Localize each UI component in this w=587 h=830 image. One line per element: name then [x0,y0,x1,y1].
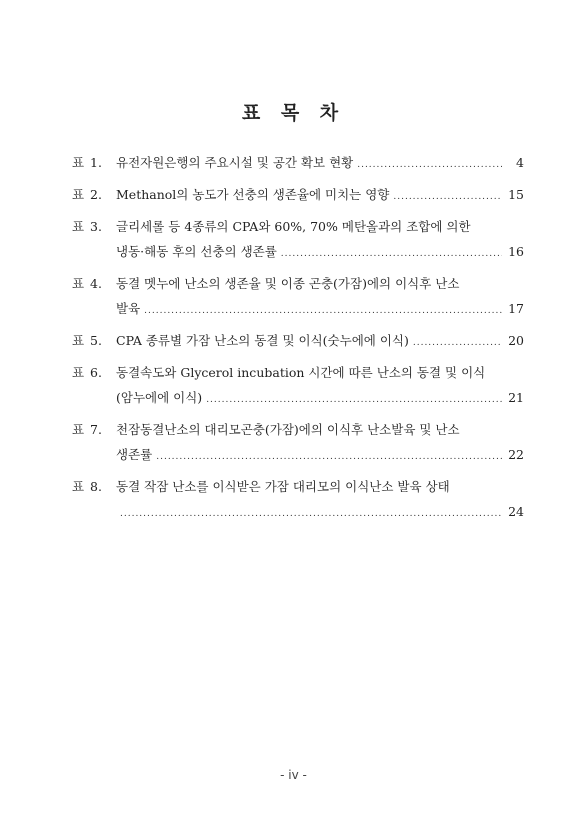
entry-title-continued: 발육 [116,301,141,316]
entry-title: 유전자원은행의 주요시설 및 공간 확보 현황 [116,155,354,170]
entry-number: 4. [90,276,102,291]
entry-prefix: 표 [72,219,85,234]
entry-title-continued: (암누에에 이식) [116,390,203,405]
toc-entry[interactable] [72,417,524,470]
entry-number: 2. [90,187,102,202]
page-number: - iv - [280,768,307,782]
dot-leader [357,153,502,178]
toc-entry[interactable] [72,214,524,267]
entry-title: 동결 작잠 난소를 이식받은 가잠 대리모의 이식난소 발육 상태 [116,479,450,494]
entry-title: Methanol의 농도가 선충의 생존율에 미치는 영향 [116,187,390,202]
entry-number: 5. [90,333,102,348]
entry-number: 1. [90,155,102,170]
entry-page: 16 [508,244,524,259]
entry-title: 동결속도와 Glycerol incubation 시간에 따른 난소의 동결 및 이식 [116,365,486,380]
toc-entry[interactable] [72,360,524,413]
toc-entry[interactable] [72,271,524,324]
toc-entry[interactable] [72,150,524,178]
entry-prefix: 표 [72,333,85,348]
entry-number: 3. [90,219,102,234]
toc-entry[interactable] [72,182,524,210]
entry-page: 24 [508,504,524,519]
toc-entry[interactable] [72,328,524,356]
entry-number: 6. [90,365,102,380]
dot-leader [206,388,502,413]
dot-leader [156,445,502,470]
entry-prefix: 표 [72,422,85,437]
entry-prefix: 표 [72,187,85,202]
dot-leader [393,185,502,210]
dot-leader [144,299,502,324]
page-title: 표 목 차 [241,102,346,124]
entry-prefix: 표 [72,276,85,291]
entry-title-continued: 생존률 [116,447,153,462]
entry-title: 천잠동결난소의 대리모곤충(가잠)에의 이식후 난소발육 및 난소 [116,422,460,437]
dot-leader [120,502,502,527]
entry-page: 15 [508,187,524,202]
entry-page: 4 [516,155,524,170]
entry-page: 17 [508,301,524,316]
entry-number: 7. [90,422,102,437]
dot-leader [281,242,502,267]
toc-entry[interactable] [72,474,524,527]
entry-title: 글리세롤 등 4종류의 CPA와 60%, 70% 메탄올과의 조합에 의한 [116,219,471,234]
entry-prefix: 표 [72,155,85,170]
table-of-contents [72,150,524,527]
entry-number: 8. [90,479,102,494]
entry-page: 21 [508,390,524,405]
entry-title: CPA 종류별 가잠 난소의 동결 및 이식(숫누에에 이식) [116,333,409,348]
entry-page: 22 [508,447,524,462]
entry-prefix: 표 [72,479,85,494]
dot-leader [413,331,502,356]
entry-title-continued: 냉동·해동 후의 선충의 생존률 [116,244,277,259]
entry-prefix: 표 [72,365,85,380]
entry-page: 20 [508,333,524,348]
entry-title: 동결 멧누에 난소의 생존율 및 이종 곤충(가잠)에의 이식후 난소 [116,276,460,291]
